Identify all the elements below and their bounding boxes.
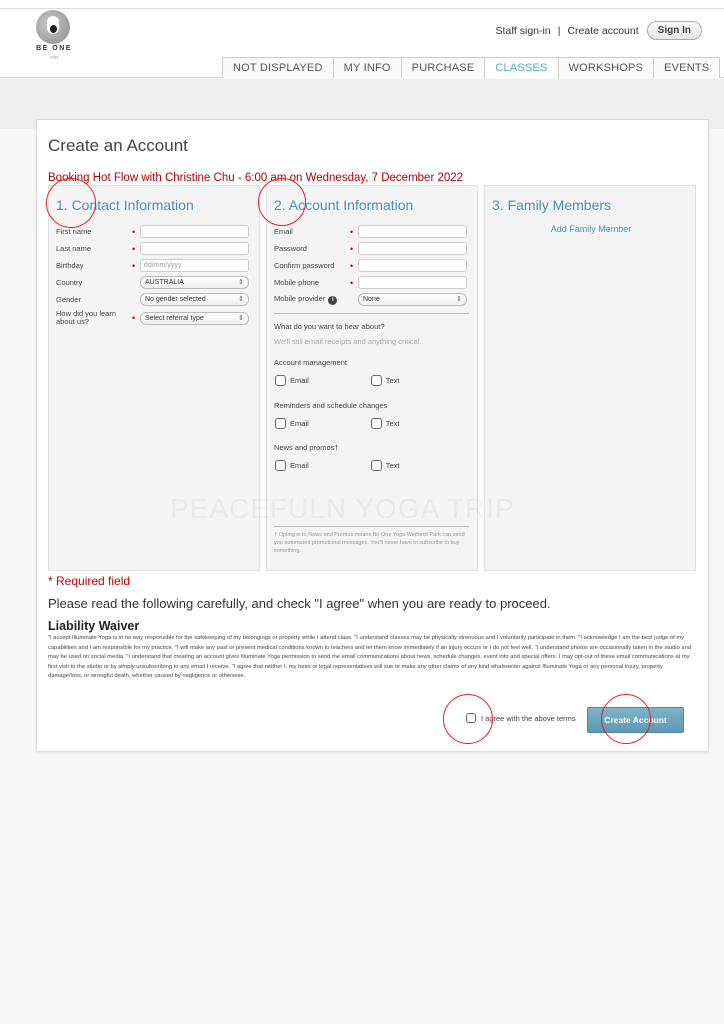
required-marker: • [350, 277, 354, 288]
first-name-row [56, 224, 249, 239]
first-name-label: First name [56, 226, 92, 236]
mobile-provider-select[interactable]: None ⇕ [358, 293, 467, 306]
mobile-phone-row [274, 275, 467, 290]
country-label: Country [56, 277, 83, 287]
mobile-provider-label: Mobile provider i [274, 295, 350, 305]
info-icon[interactable]: i [328, 296, 337, 305]
email-option-label: Email [290, 376, 309, 385]
account-management-heading: Account management [274, 358, 347, 367]
link-separator: | [557, 24, 561, 37]
waiver-text: "I accept Illuminate Yoga is in no way responsible for the safekeeping of my belongings or property while I attend class. "I understand classes may be physically strenuous and I voluntarily participate in them. "I acknowledge I am the best judge of my capabilities and I am responsible for my practice. "I will make any past or present medical conditions known to teachers and let them know immediately if an injury occurs or I do not feel well. "I understand photos are occasionally taken in the studio and may be used on social media. "I understand that creating an account gives Illuminate Yoga permission to send me email communications about news, schedule changes, event info and special offers. I may opt-out of these email communications at my first visit to the studio or by simply unsubscribing to any email I receive. "I agree that neither I, my heirs or legal representatives will sue or make any other claims of any kind whatsoever against Illuminate Yoga or any personal injury, property damage/loss, or wrongful death, whether caused by negligence or otherwise. [48, 635, 692, 679]
mobile-provider-row [274, 292, 467, 307]
booking-notice: Booking Hot Flow with Christine Chu - 6:00 am on Wednesday, 7 December 2022 [48, 172, 464, 184]
text-option-label: Text [385, 376, 400, 385]
country-row [56, 275, 249, 290]
page-title: Create an Account [48, 136, 188, 155]
tab-my-info[interactable]: MY INFO [333, 57, 402, 78]
required-marker: • [350, 260, 354, 271]
main-nav-tabs [223, 57, 720, 79]
email-input[interactable] [358, 225, 467, 238]
referral-select[interactable]: Select referral type ⇕ [140, 312, 249, 325]
referral-row [56, 309, 249, 327]
sign-in-button[interactable]: Sign In [647, 21, 702, 40]
family-members-panel [484, 185, 696, 571]
tab-workshops[interactable]: WORKSHOPS [558, 57, 655, 78]
mobile-phone-label: Mobile phone [274, 277, 320, 287]
country-select[interactable]: AUSTRALIA ⇕ [140, 276, 249, 289]
text-option-label: Text [385, 461, 400, 470]
referral-label: How did you learn about us? [56, 309, 117, 326]
add-family-member-link[interactable]: Add Family Member [550, 224, 632, 234]
mobile-phone-input[interactable] [358, 276, 467, 289]
news-promos-heading: News and promos† [274, 443, 339, 452]
agree-terms-label: I agree with the above terms [481, 713, 576, 723]
required-field-note: * Required field [48, 574, 131, 588]
annotation-circle [258, 178, 306, 226]
staff-signin-link[interactable]: Staff sign-in [495, 24, 551, 37]
account-links [495, 21, 702, 40]
required-marker: • [132, 313, 136, 323]
tab-events[interactable]: EVENTS [653, 57, 720, 78]
birthday-label: Birthday [56, 260, 84, 270]
news-promos-options [275, 460, 400, 471]
email-option-label: Email [290, 461, 309, 470]
last-name-label: Last name [56, 243, 92, 253]
account-email-checkbox[interactable] [275, 375, 286, 386]
required-marker: • [132, 260, 136, 271]
brand-logo[interactable] [34, 10, 74, 58]
news-text-checkbox[interactable] [371, 460, 382, 471]
footnote-divider [274, 526, 469, 527]
gender-select[interactable]: No gender selected ⇕ [140, 293, 249, 306]
gender-label: Gender [56, 294, 82, 304]
news-email-checkbox[interactable] [275, 460, 286, 471]
tab-purchase[interactable]: PURCHASE [401, 57, 486, 78]
contact-info-title: 1. Contact Information [56, 197, 194, 213]
waiver-title: Liability Waiver [48, 619, 140, 633]
create-account-card [36, 119, 709, 752]
required-marker: • [350, 226, 354, 237]
birthday-row [56, 258, 249, 273]
family-members-title: 3. Family Members [492, 197, 612, 213]
password-label: Password [274, 243, 307, 253]
logo-mark-icon [36, 10, 70, 44]
site-header [0, 0, 724, 78]
gender-row [56, 292, 249, 307]
birthday-input[interactable]: dd/mm/yyyy [140, 259, 249, 272]
annotation-circle [601, 694, 651, 744]
email-row [274, 224, 467, 239]
account-management-options [275, 375, 400, 386]
reminders-email-checkbox[interactable] [275, 418, 286, 429]
required-marker: • [132, 243, 136, 254]
annotation-circle [443, 694, 493, 744]
email-option-label: Email [290, 419, 309, 428]
reminders-text-checkbox[interactable] [371, 418, 382, 429]
create-account-link[interactable]: Create account [567, 24, 639, 37]
brand-name: BE ONE [36, 45, 72, 52]
password-input[interactable] [358, 242, 467, 255]
reminders-heading: Reminders and schedule changes [274, 401, 388, 410]
promo-footnote: † Opting in to News and Promos means Be One Yoga Wetherill Park can send you automated promotional messages. You'll never have to subscribe to buy something. [274, 532, 465, 554]
password-row [274, 241, 467, 256]
top-divider [0, 8, 724, 9]
confirm-password-row [274, 258, 467, 273]
create-account-button[interactable]: Create Account [587, 707, 684, 733]
reminders-options [275, 418, 400, 429]
required-marker: • [132, 226, 136, 237]
confirm-password-input[interactable] [358, 259, 467, 272]
read-instructions: Please read the following carefully, and check "I agree" when you are ready to proceed. [48, 596, 551, 611]
confirm-password-label: Confirm password [274, 260, 335, 270]
tab-not-displayed[interactable]: NOT DISPLAYED [222, 57, 334, 78]
first-name-input[interactable] [140, 225, 249, 238]
required-marker: • [350, 243, 354, 254]
account-info-title: 2. Account Information [274, 197, 414, 213]
section-divider [274, 313, 469, 314]
last-name-row [56, 241, 249, 256]
account-text-checkbox[interactable] [371, 375, 382, 386]
text-option-label: Text [385, 419, 400, 428]
hear-about-heading: What do you want to hear about? [274, 322, 385, 331]
watermark-text [170, 493, 515, 525]
brand-sub: yoga [49, 54, 59, 59]
annotation-circle [46, 178, 96, 228]
email-label: Email [274, 226, 293, 236]
tab-classes[interactable]: CLASSES [484, 57, 558, 79]
last-name-input[interactable] [140, 242, 249, 255]
hear-about-note: We'll still email receipts and anything critical. [274, 337, 422, 346]
